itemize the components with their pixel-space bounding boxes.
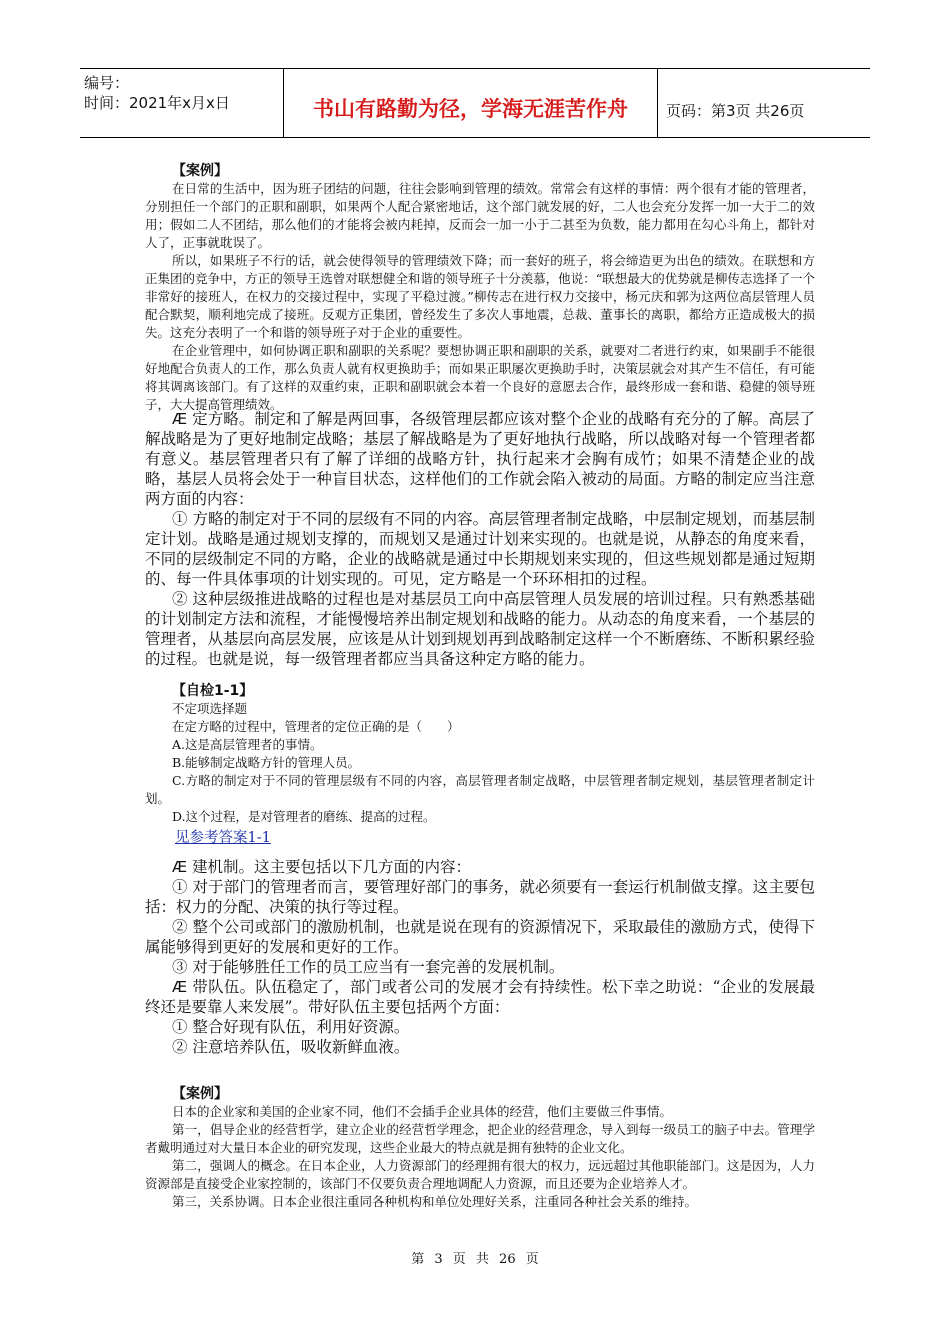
mechanism-item: ① 对于部门的管理者而言，要管理好部门的事务，就必须要有一套运行机制做支撑。这主要包括：权力的分配、决策的执行等过程。 [145,878,815,916]
mechanism-intro: Æ 建机制。这主要包括以下几方面的内容： [172,858,472,876]
case-paragraph: 第三，关系协调。日本企业很注重同各种机构和单位处理好关系，注重同各种社会关系的维持。 [172,1194,698,1209]
self-check-block [145,680,815,847]
header-table [80,68,870,138]
option-d: D.这个过程，是对管理者的磨练、提高的过程。 [172,809,436,824]
serial-label: 编号： [84,74,130,92]
strategy-paragraph: ② 这种层级推进战略的过程也是对基层员工向中高层管理人员发展的培训过程。只有熟悉基础的计划制定方法和流程，才能慢慢培养出制定规划和战略的能力。从动态的角度来看，一个基层的管理者，从基层向高层发展，应该是从计划到规划再到战略制定这样一个不断磨练、不断积累经验的过程。也就是说，每一级管理者都应当具备这种定方略的能力。 [145,590,815,668]
case-paragraph: 日本的企业家和美国的企业家不同，他们不会插手企业具体的经营，他们主要做三件事情。 [172,1104,673,1119]
motto: 书山有路勤为径，学海无涯苦作舟 [284,69,658,137]
case-heading: 【案例】 [172,1086,228,1102]
strategy-paragraph: Æ 定方略。制定和了解是两回事，各级管理层都应该对整个企业的战略有充分的了解。高层了解战略是为了更好地制定战略；基层了解战略是为了更好地执行战略，所以战略对每一个管理者都有意义。基层管理者只有了解了详细的战略方针，执行起来才会胸有成竹；如果不清楚企业的战略，基层人员将会处于一种盲目状态，这样他们的工作就会陷入被动的局面。方略的制定应当注意两方面的内容： [145,410,815,508]
case-paragraph: 第二，强调人的概念。在日本企业，人力资源部门的经理拥有很大的权力，远远超过其他职能部门。这是因为，人力资源部是直接受企业家控制的，该部门不仅要负责合理地调配人力资源，而且还要为企业培养人才。 [145,1158,815,1191]
case-paragraph: 在企业管理中，如何协调正职和副职的关系呢？要想协调正职和副职的关系，就要对二者进行约束，如果副手不能很好地配合负责人的工作，那么负责人就有权更换助手；而如果正职屡次更换助手时，决策层就会对其产生不信任，有可能将其调离该部门。有了这样的双重约束，正职和副职就会本着一个良好的意愿去合作，最终形成一套和谐、稳健的领导班子，大大提高管理绩效。 [145,343,815,412]
case-block-2 [145,1083,815,1211]
bullet-icon: Æ [172,410,188,428]
page-label: 页码：第3页 共26页 [666,102,805,120]
question-type: 不定项选择题 [172,701,248,716]
self-check-heading: 【自检1-1】 [172,683,254,699]
strategy-section [145,409,815,669]
mechanism-item: ③ 对于能够胜任工作的员工应当有一套完善的发展机制。 [172,958,565,976]
strategy-paragraph: ① 方略的制定对于不同的层级有不同的内容。高层管理者制定战略，中层制定规划，而基层制定计划。战略是通过规划支撑的，而规划又是通过计划来实现的。也就是说，从静态的角度来看，不同的层级制定不同的方略，企业的战略就是通过中长期规划来实现的，但这些规划都是通过短期的、每一件具体事项的计划实现的。可见，定方略是一个环环相扣的过程。 [145,510,815,588]
header-left-cell [80,69,284,137]
team-item: ② 注意培养队伍，吸收新鲜血液。 [172,1038,410,1056]
bullet-icon: Æ [172,858,188,876]
case-paragraph: 在日常的生活中，因为班子团结的问题，往往会影响到管理的绩效。常常会有这样的事情：两个很有才能的管理者，分别担任一个部门的正职和副职，如果两个人配合紧密地话，这个部门就发展的好，二人也会充分发挥一加一大于二的效用；假如二人不团结，那么他们的才能将会被内耗掉，反而会一加一小于二甚至为负数，能力都用在勾心斗角上，都针对人了，正事就耽误了。 [145,181,815,250]
mechanism-item: ② 整个公司或部门的激励机制，也就是说在现有的资源情况下，采取最佳的激励方式，使得下属能够得到更好的发展和更好的工作。 [145,918,815,956]
mechanism-section [145,857,815,977]
team-section [145,977,815,1057]
case-heading: 【案例】 [172,163,228,179]
answer-link[interactable]: 见参考答案1-1 [175,830,271,846]
case-block-1 [145,160,815,414]
team-intro: Æ 带队伍。队伍稳定了，部门或者公司的发展才会有持续性。松下幸之助说：“企业的发展最终还是要靠人来发展”。带好队伍主要包括两个方面： [145,978,815,1016]
case-paragraph: 第一，倡导企业的经营哲学，建立企业的经营哲学理念，把企业的经营理念，导入到每一级员工的脑子中去。管理学者戴明通过对大量日本企业的研究发现，这些企业最大的特点就是拥有独特的企业文化。 [145,1122,815,1155]
bullet-icon: Æ [172,978,188,996]
option-b: B.能够制定战略方针的管理人员。 [172,755,361,770]
team-item: ① 整合好现有队伍，利用好资源。 [172,1018,410,1036]
option-a: A.这是高层管理者的事情。 [172,737,323,752]
case-paragraph: 所以，如果班子不行的话，就会使得领导的管理绩效下降；而一套好的班子，将会缔造更为出色的绩效。在联想和方正集团的竞争中，方正的领导王选曾对联想健全和谐的领导班子十分羡慕，他说：“联想最大的优势就是柳传志选择了一个非常好的接班人，在权力的交接过程中，实现了平稳过渡。”柳传志在进行权力交接中，杨元庆和郭为这两位高层管理人员配合默契，顺利地完成了接班。反观方正集团，曾经发生了多次人事地震，总裁、董事长的离职，都给方正造成极大的损失。这充分表明了一个和谐的领导班子对于企业的重要性。 [145,253,815,340]
page-footer: 第 3 页 共 26 页 [411,1252,539,1267]
question-text: 在定方略的过程中，管理者的定位正确的是（ ） [172,719,460,734]
time-label: 时间：2021年x月x日 [84,94,230,112]
option-c: C.方略的制定对于不同的管理层级有不同的内容，高层管理者制定战略，中层管理者制定规划，基层管理者制定计划。 [145,773,815,806]
